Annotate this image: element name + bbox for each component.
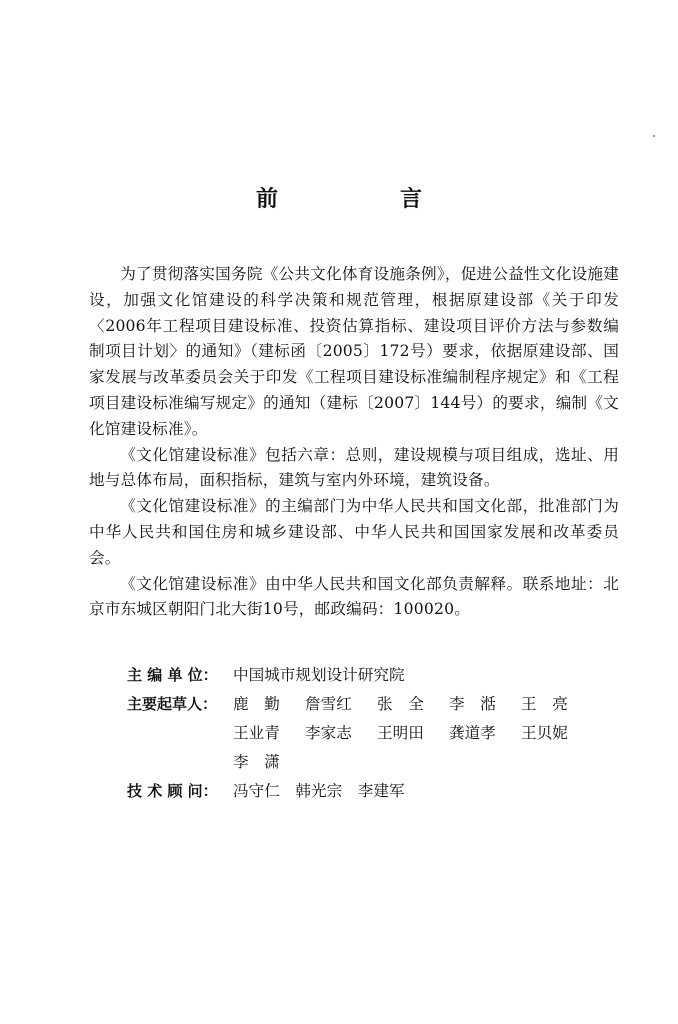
paragraph-4: 《文化馆建设标准》由中华人民共和国文化部负责解释。联系地址：北京市东城区朝阳门北大街10号，邮政编码：100020。 bbox=[89, 574, 619, 619]
drafters-label: 主要起草人： bbox=[127, 695, 218, 713]
editor-value: 中国城市规划设计研究院 bbox=[233, 666, 405, 684]
drafter-name: 詹雪红 bbox=[305, 695, 352, 713]
drafters-row bbox=[127, 690, 617, 777]
drafter-name: 龚道孝 bbox=[449, 724, 496, 742]
paragraph-3: 《文化馆建设标准》的主编部门为中华人民共和国文化部，批准部门为中华人民共和国住房和城乡建设部、中华人民共和国国家发展和改革委员会。 bbox=[89, 497, 619, 567]
advisors-value: 冯守仁 韩光宗 李建军 bbox=[233, 782, 405, 800]
preface-body bbox=[89, 262, 619, 623]
drafter-name: 李 湉 bbox=[449, 695, 496, 713]
drafters-list bbox=[233, 690, 617, 777]
drafter-name: 李家志 bbox=[305, 724, 352, 742]
page-title: 前 言 bbox=[255, 187, 472, 212]
drafter-name: 王贝妮 bbox=[521, 724, 568, 742]
paragraph-2: 《文化馆建设标准》包括六章：总则，建设规模与项目组成，选址、用地与总体布局，面积指标，建筑与室内外环境，建筑设备。 bbox=[89, 445, 619, 490]
credits-block bbox=[127, 661, 617, 806]
drafter-name: 张 全 bbox=[377, 695, 424, 713]
paragraph-1: 为了贯彻落实国务院《公共文化体育设施条例》，促进公益性文化设施建设，加强文化馆建设的科学决策和规范管理，根据原建设部《关于印发〈2006年工程项目建设标准、投资估算指标、建设项目评价方法与参数编制项目计划〉的通知》（建标函〔2005〕172号）要求，依据原建设部、国家发展与改革委员会关于印发《工程项目建设标准编制程序规定》和《工程项目建设标准编写规定》的通知（建标〔2007〕144号）的要求，编制《文化馆建设标准》。 bbox=[89, 265, 619, 438]
drafter-name: 李 潇 bbox=[233, 753, 280, 771]
advisors-label: 技 术 顾 问： bbox=[127, 782, 218, 800]
advisors-row bbox=[127, 777, 617, 806]
drafter-name: 鹿 勤 bbox=[233, 695, 280, 713]
scan-speck bbox=[653, 135, 655, 137]
drafter-name: 王明田 bbox=[377, 724, 424, 742]
drafter-name: 王业青 bbox=[233, 724, 280, 742]
drafter-name: 王 亮 bbox=[521, 695, 568, 713]
editor-label: 主 编 单 位： bbox=[127, 666, 218, 684]
editor-row bbox=[127, 661, 617, 690]
